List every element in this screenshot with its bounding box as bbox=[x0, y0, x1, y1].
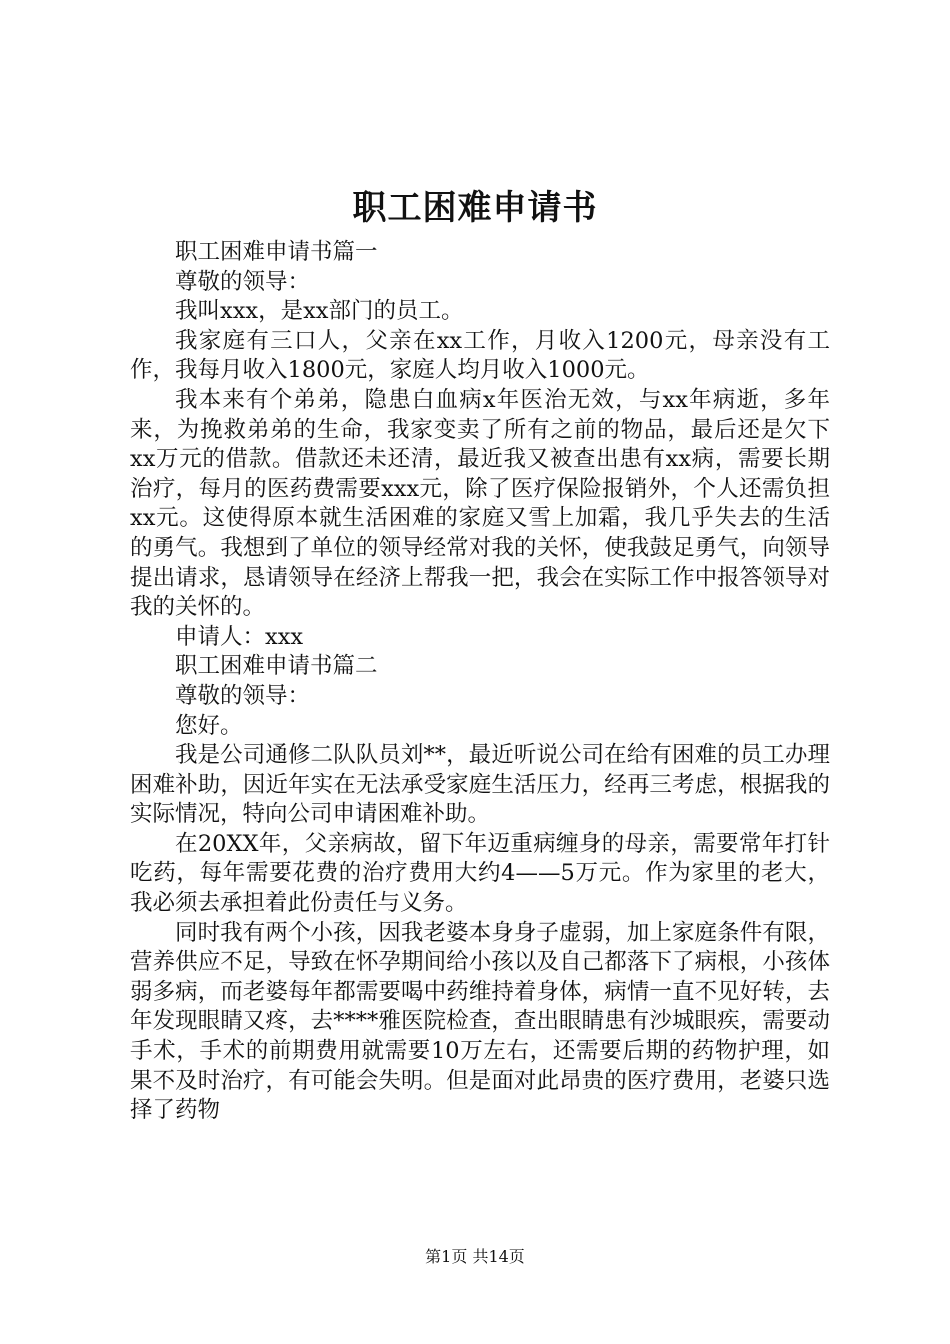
paragraph: 我是公司通修二队队员刘**，最近听说公司在给有困难的员工办理困难补助，因近年实在无法承受家庭生活压力，经再三考虑，根据我的实际情况，特向公司申请困难补助。 bbox=[130, 742, 830, 828]
paragraph: 我叫xxx，是xx部门的员工。 bbox=[175, 298, 464, 325]
document-body bbox=[130, 238, 830, 1126]
paragraph: 我家庭有三口人，父亲在xx工作，月收入1200元，母亲没有工作，我每月收入1800元，家庭人均月收入1000元。 bbox=[130, 327, 830, 384]
paragraph: 职工困难申请书篇二 bbox=[175, 653, 378, 680]
page-footer: 第1页 共14页 bbox=[425, 1247, 525, 1266]
paragraph: 我本来有个弟弟，隐患白血病x年医治无效，与xx年病逝，多年来，为挽救弟弟的生命，我家变卖了所有之前的物品，最后还是欠下xx万元的借款。借款还未还清，最近我又被查出患有xx病，需要长期治疗，每月的医药费需要xxx元，除了医疗保险报销外，个人还需负担xx元。这使得原本就生活困难的家庭又雪上加霜，我几乎失去的生活的勇气。我想到了单位的领导经常对我的关怀，使我鼓足勇气，向领导提出请求，恳请领导在经济上帮我一把，我会在实际工作中报答领导对我的关怀的。 bbox=[130, 386, 830, 621]
paragraph: 申请人：xxx bbox=[175, 623, 304, 650]
paragraph: 职工困难申请书篇一 bbox=[175, 239, 378, 265]
paragraph: 在20XX年，父亲病故，留下年迈重病缠身的母亲，需要常年打针吃药，每年需要花费的治疗费用大约4——5万元。作为家里的老大，我必须去承担着此份责任与义务。 bbox=[130, 830, 830, 917]
document-title: 职工困难申请书 bbox=[352, 188, 598, 228]
paragraph: 同时我有两个小孩，因我老婆本身身子虚弱，加上家庭条件有限，营养供应不足，导致在怀孕期间给小孩以及自己都落下了病根，小孩体弱多病，而老婆每年都需要喝中药维持着身体，病情一直不见好转，去年发现眼睛又疼，去****雅医院检查，查出眼睛患有沙城眼疾，需要动手术，手术的前期费用就需要10万左右，还需要后期的药物护理，如果不及时治疗，有可能会失明。但是面对此昂贵的医疗费用，老婆只选择了药物 bbox=[130, 919, 830, 1124]
paragraph: 尊敬的领导： bbox=[175, 682, 311, 709]
paragraph: 尊敬的领导： bbox=[175, 268, 311, 295]
paragraph: 您好。 bbox=[175, 712, 243, 739]
